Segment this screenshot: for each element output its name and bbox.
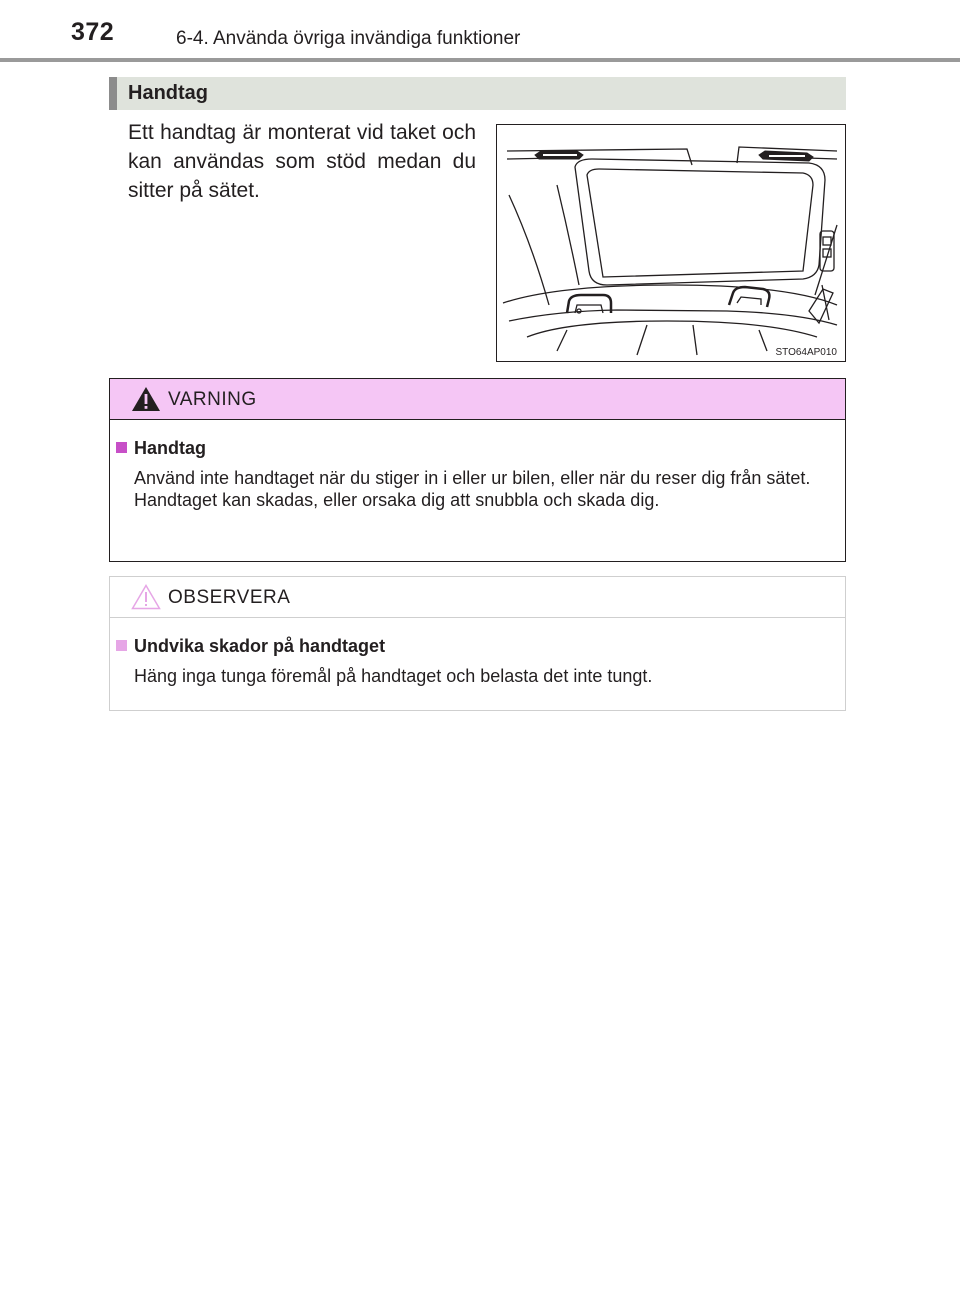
warning-triangle-icon xyxy=(131,386,161,412)
warning-item-title: Handtag xyxy=(134,438,206,458)
warning-label: VARNING xyxy=(168,389,257,410)
page-number: 372 xyxy=(71,18,115,46)
caution-header xyxy=(110,577,845,618)
warning-item-text xyxy=(134,467,832,511)
caution-triangle-icon xyxy=(131,584,161,610)
intro-paragraph: Ett handtag är monterat vid taket och kan användas som stöd medan du sitter på sätet. xyxy=(128,121,476,202)
square-bullet-icon xyxy=(116,640,127,651)
caution-label: OBSERVERA xyxy=(168,587,291,608)
caution-item-text xyxy=(134,665,832,687)
caution-box xyxy=(109,576,846,711)
header-rule xyxy=(0,58,960,62)
warning-line: Använd inte handtaget när du stiger in i eller ur bilen, eller när du reser dig från sätet. xyxy=(134,468,811,488)
car-ceiling-illustration xyxy=(497,125,846,362)
warning-box xyxy=(109,378,846,562)
warning-item-heading xyxy=(116,438,206,459)
chapter-title: 6-4. Använda övriga invändiga funktioner xyxy=(176,28,521,49)
figure-assist-grips xyxy=(496,124,846,362)
warning-header xyxy=(110,379,845,420)
warning-line: Handtaget kan skadas, eller orsaka dig att snubbla och skada dig. xyxy=(134,490,660,510)
caution-item-title: Undvika skador på handtaget xyxy=(134,636,386,656)
section-heading-bar xyxy=(109,77,846,110)
caution-line: Häng inga tunga föremål på handtaget och belasta det inte tungt. xyxy=(134,666,653,686)
section-title: Handtag xyxy=(128,82,208,104)
caution-item-heading xyxy=(116,636,385,657)
square-bullet-icon xyxy=(116,442,127,453)
figure-code: STO64AP010 xyxy=(775,347,837,358)
